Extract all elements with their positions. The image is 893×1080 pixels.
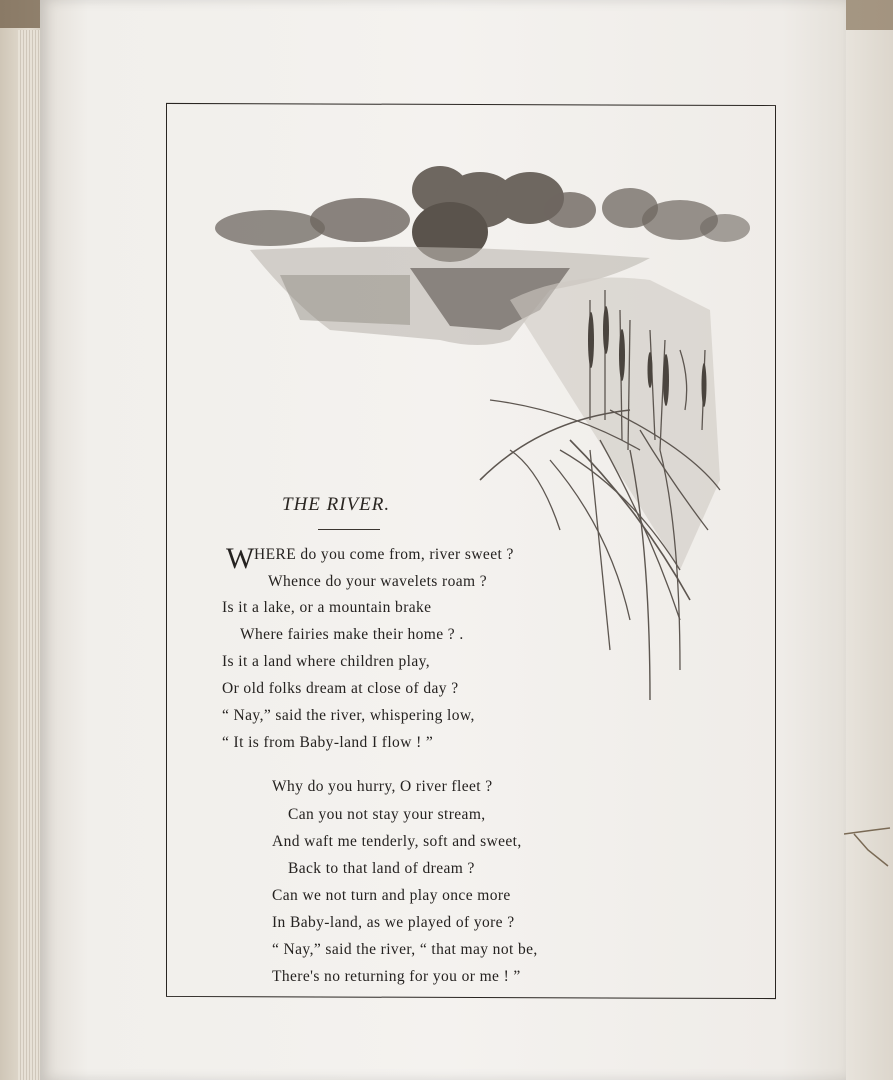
title-divider [318, 529, 380, 530]
poem-line: Is it a lake, or a mountain brake [222, 599, 432, 616]
poem-line: In Baby-land, as we played of yore ? [272, 914, 515, 931]
poem-line: And waft me tenderly, soft and sweet, [272, 833, 522, 850]
poem-line: Back to that land of dream ? [288, 860, 475, 877]
poem-line: HERE do you come from, river sweet ? [254, 546, 514, 563]
tree-line [215, 166, 750, 262]
drop-cap-letter: W [226, 542, 255, 575]
poem-line: “ It is from Baby-land I flow ! ” [222, 734, 434, 751]
poem-line: Is it a land where children play, [222, 653, 431, 670]
poem-line: Why do you hurry, O river fleet ? [272, 778, 493, 795]
poem-line: Can you not stay your stream, [288, 806, 486, 823]
poem-line: Or old folks dream at close of day ? [222, 680, 459, 697]
poem-line: Whence do your wavelets roam ? [268, 573, 488, 590]
page-tear-mark [844, 820, 892, 868]
page-stack-right [838, 30, 893, 1080]
poem-line: There's no returning for you or me ! ” [272, 968, 521, 985]
poem-line: “ Nay,” said the river, “ that may not be, [272, 941, 538, 958]
poem-title: THE RIVER. [282, 494, 391, 515]
poem-line: Where fairies make their home ? . [240, 626, 464, 643]
poem-line: Can we not turn and play once more [272, 887, 511, 904]
poem-line: “ Nay,” said the river, whispering low, [222, 707, 475, 724]
riverbank-reeds [480, 278, 720, 701]
